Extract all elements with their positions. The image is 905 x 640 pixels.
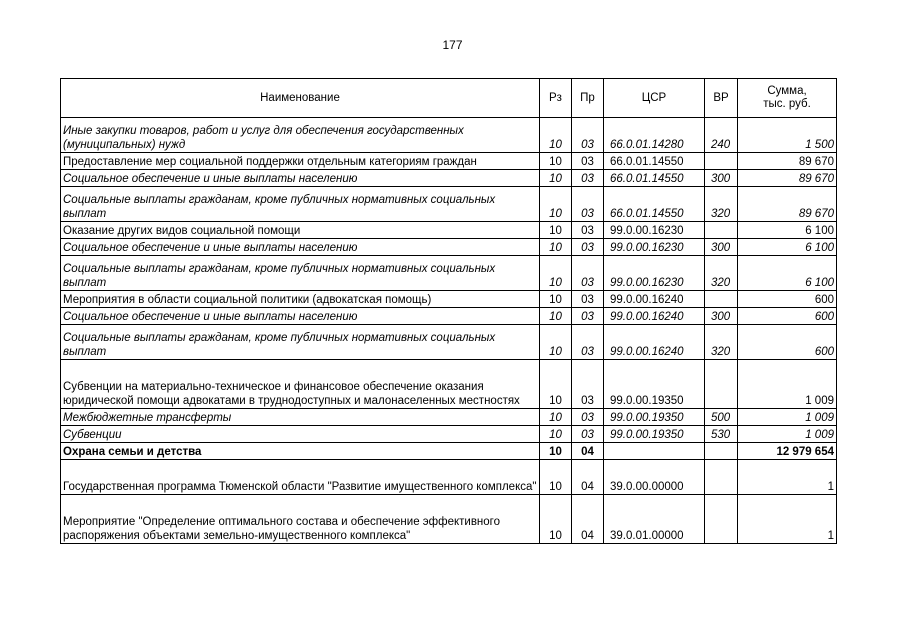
cell-pr: 03 xyxy=(572,170,604,187)
cell-vr: 530 xyxy=(705,426,738,443)
cell-sum: 89 670 xyxy=(738,187,837,222)
cell-vr: 300 xyxy=(705,308,738,325)
cell-csr: 99.0.00.19350 xyxy=(604,426,705,443)
cell-vr: 240 xyxy=(705,118,738,153)
cell-pr: 03 xyxy=(572,409,604,426)
cell-rz: 10 xyxy=(540,426,572,443)
cell-rz: 10 xyxy=(540,153,572,170)
cell-csr: 66.0.01.14550 xyxy=(604,187,705,222)
cell-rz: 10 xyxy=(540,495,572,544)
cell-pr: 04 xyxy=(572,460,604,495)
cell-vr xyxy=(705,291,738,308)
cell-sum: 600 xyxy=(738,308,837,325)
table-row xyxy=(61,118,837,153)
cell-name: Мероприятие "Определение оптимального состава и обеспечение эффективного распоряжения объектами земельно-имущественного комплекса" xyxy=(61,495,540,544)
cell-csr: 66.0.01.14280 xyxy=(604,118,705,153)
cell-name: Охрана семьи и детства xyxy=(61,443,540,460)
cell-sum: 6 100 xyxy=(738,256,837,291)
table-row xyxy=(61,291,837,308)
cell-name: Оказание других видов социальной помощи xyxy=(61,222,540,239)
cell-pr: 03 xyxy=(572,256,604,291)
table-row xyxy=(61,222,837,239)
header-csr: ЦСР xyxy=(604,79,705,118)
cell-rz: 10 xyxy=(540,256,572,291)
cell-sum: 1 009 xyxy=(738,426,837,443)
cell-rz: 10 xyxy=(540,118,572,153)
cell-name: Государственная программа Тюменской области "Развитие имущественного комплекса" xyxy=(61,460,540,495)
cell-csr: 99.0.00.19350 xyxy=(604,409,705,426)
cell-pr: 03 xyxy=(572,222,604,239)
cell-vr xyxy=(705,360,738,409)
cell-name: Социальное обеспечение и иные выплаты населению xyxy=(61,170,540,187)
cell-name: Межбюджетные трансферты xyxy=(61,409,540,426)
cell-csr xyxy=(604,443,705,460)
cell-sum: 600 xyxy=(738,325,837,360)
header-rz: Рз xyxy=(540,79,572,118)
cell-csr: 66.0.01.14550 xyxy=(604,153,705,170)
cell-rz: 10 xyxy=(540,443,572,460)
cell-pr: 03 xyxy=(572,426,604,443)
header-vr: ВР xyxy=(705,79,738,118)
cell-vr xyxy=(705,495,738,544)
table-row xyxy=(61,409,837,426)
cell-vr xyxy=(705,443,738,460)
cell-sum: 12 979 654 xyxy=(738,443,837,460)
cell-sum: 1 xyxy=(738,495,837,544)
cell-csr: 99.0.00.16230 xyxy=(604,256,705,291)
cell-pr: 03 xyxy=(572,187,604,222)
cell-csr: 99.0.00.16230 xyxy=(604,222,705,239)
cell-csr: 66.0.01.14550 xyxy=(604,170,705,187)
cell-vr xyxy=(705,153,738,170)
cell-rz: 10 xyxy=(540,308,572,325)
cell-vr xyxy=(705,222,738,239)
table-row xyxy=(61,256,837,291)
cell-vr: 320 xyxy=(705,256,738,291)
cell-csr: 99.0.00.16240 xyxy=(604,291,705,308)
cell-vr: 300 xyxy=(705,170,738,187)
cell-name: Субвенции на материально-техническое и финансовое обеспечение оказания юридической помощи адвокатами в труднодоступных и малонаселенных местностях xyxy=(61,360,540,409)
cell-pr: 04 xyxy=(572,495,604,544)
cell-csr: 39.0.01.00000 xyxy=(604,495,705,544)
cell-pr: 03 xyxy=(572,239,604,256)
cell-vr: 300 xyxy=(705,239,738,256)
table-row xyxy=(61,239,837,256)
cell-csr: 99.0.00.19350 xyxy=(604,360,705,409)
cell-sum: 6 100 xyxy=(738,239,837,256)
cell-vr xyxy=(705,460,738,495)
cell-pr: 04 xyxy=(572,443,604,460)
cell-vr: 320 xyxy=(705,325,738,360)
page-number: 177 xyxy=(442,38,463,52)
cell-sum: 1 500 xyxy=(738,118,837,153)
cell-name: Предоставление мер социальной поддержки отдельным категориям граждан xyxy=(61,153,540,170)
cell-name: Социальные выплаты гражданам, кроме публичных нормативных социальных выплат xyxy=(61,325,540,360)
cell-rz: 10 xyxy=(540,170,572,187)
cell-sum: 6 100 xyxy=(738,222,837,239)
table-row xyxy=(61,325,837,360)
cell-pr: 03 xyxy=(572,325,604,360)
table-row xyxy=(61,187,837,222)
cell-name: Социальные выплаты гражданам, кроме публичных нормативных социальных выплат xyxy=(61,187,540,222)
cell-pr: 03 xyxy=(572,153,604,170)
cell-name: Социальное обеспечение и иные выплаты населению xyxy=(61,239,540,256)
cell-name: Социальные выплаты гражданам, кроме публичных нормативных социальных выплат xyxy=(61,256,540,291)
table-row xyxy=(61,460,837,495)
cell-name: Иные закупки товаров, работ и услуг для обеспечения государственных (муниципальных) нужд xyxy=(61,118,540,153)
cell-name: Социальное обеспечение и иные выплаты населению xyxy=(61,308,540,325)
cell-rz: 10 xyxy=(540,325,572,360)
header-name: Наименование xyxy=(61,79,540,118)
cell-name: Мероприятия в области социальной политики (адвокатская помощь) xyxy=(61,291,540,308)
cell-vr: 320 xyxy=(705,187,738,222)
cell-rz: 10 xyxy=(540,239,572,256)
cell-rz: 10 xyxy=(540,291,572,308)
cell-csr: 99.0.00.16230 xyxy=(604,239,705,256)
header-sum: Сумма, тыс. руб. xyxy=(738,79,837,118)
cell-pr: 03 xyxy=(572,291,604,308)
cell-rz: 10 xyxy=(540,460,572,495)
cell-name: Субвенции xyxy=(61,426,540,443)
table-row xyxy=(61,495,837,544)
cell-sum: 89 670 xyxy=(738,170,837,187)
header-pr: Пр xyxy=(572,79,604,118)
cell-csr: 99.0.00.16240 xyxy=(604,308,705,325)
cell-csr: 99.0.00.16240 xyxy=(604,325,705,360)
cell-pr: 03 xyxy=(572,308,604,325)
table-row xyxy=(61,426,837,443)
table-row xyxy=(61,443,837,460)
cell-sum: 1 009 xyxy=(738,360,837,409)
table-row xyxy=(61,308,837,325)
table-row xyxy=(61,170,837,187)
cell-sum: 1 009 xyxy=(738,409,837,426)
table-row xyxy=(61,153,837,170)
cell-sum: 1 xyxy=(738,460,837,495)
cell-pr: 03 xyxy=(572,118,604,153)
table-header-row xyxy=(61,79,837,118)
budget-table xyxy=(60,78,837,544)
cell-rz: 10 xyxy=(540,222,572,239)
cell-pr: 03 xyxy=(572,360,604,409)
cell-vr: 500 xyxy=(705,409,738,426)
cell-sum: 600 xyxy=(738,291,837,308)
cell-sum: 89 670 xyxy=(738,153,837,170)
table-row xyxy=(61,360,837,409)
cell-rz: 10 xyxy=(540,187,572,222)
cell-rz: 10 xyxy=(540,409,572,426)
cell-rz: 10 xyxy=(540,360,572,409)
cell-csr: 39.0.00.00000 xyxy=(604,460,705,495)
